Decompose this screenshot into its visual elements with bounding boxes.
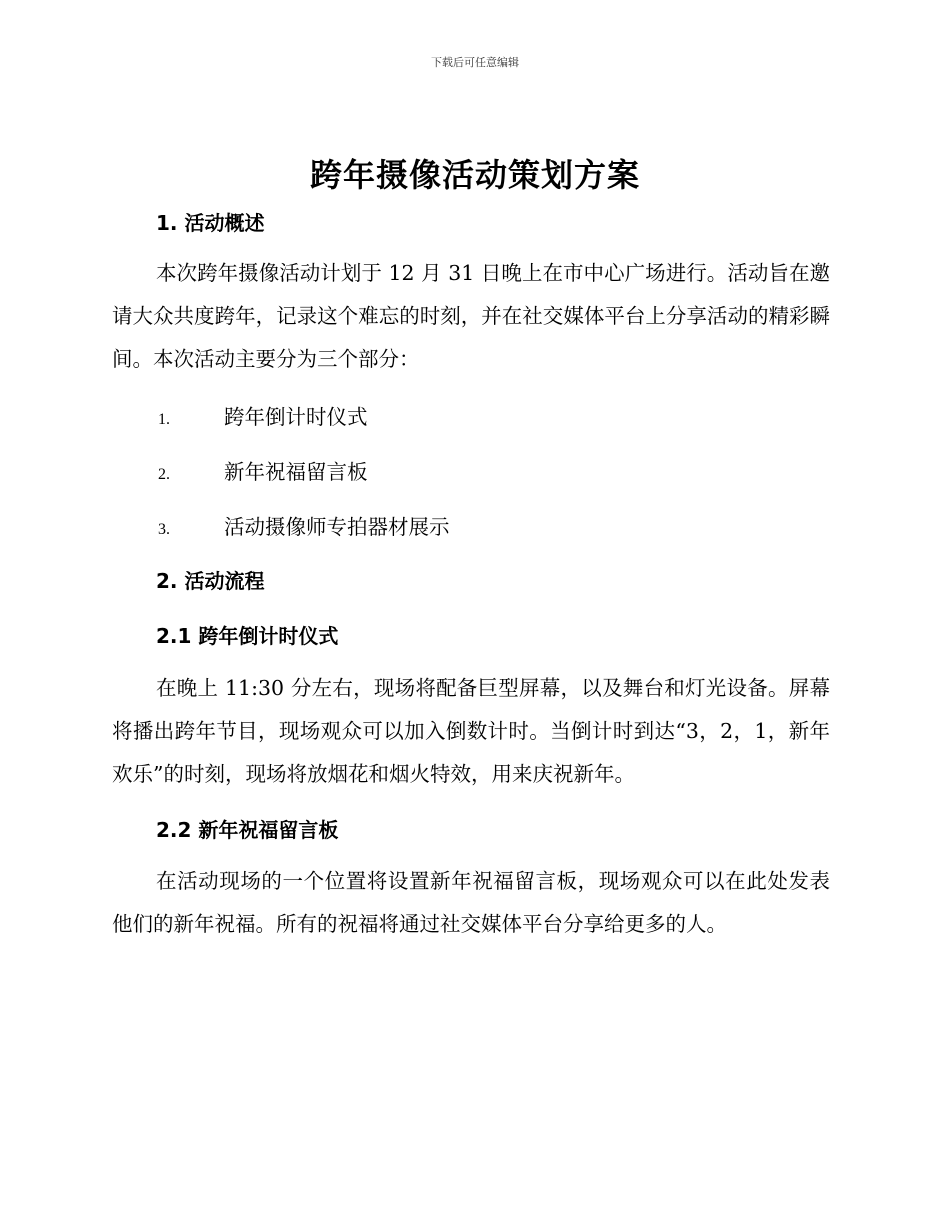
overview-paragraph: 本次跨年摄像活动计划于 12 月 31 日晚上在市中心广场进行。活动旨在邀请大众共度跨年，记录这个难忘的时刻，并在社交媒体平台上分享活动的精彩瞬间。本次活动主要分为三个部分：: [112, 261, 830, 371]
section-heading-process: 2. 活动流程: [156, 569, 265, 593]
subsection-heading-message-board: 2.2 新年祝福留言板: [156, 818, 339, 842]
page-header-note: 下载后可任意编辑: [431, 56, 519, 69]
list-item: [158, 455, 368, 485]
subsection-heading-countdown: 2.1 跨年倒计时仪式: [156, 624, 339, 648]
list-item-text: 新年祝福留言板: [224, 460, 368, 484]
section-heading-overview: 1. 活动概述: [156, 211, 265, 235]
countdown-paragraph: 在晚上 11:30 分左右，现场将配备巨型屏幕，以及舞台和灯光设备。屏幕将播出跨年节目，现场观众可以加入倒数计时。当倒计时到达“3，2，1，新年欢乐”的时刻，现场将放烟花和烟火特效，用来庆祝新年。: [112, 676, 830, 786]
document-title: 跨年摄像活动策划方案: [309, 156, 640, 194]
list-item-text: 活动摄像师专拍器材展示: [224, 515, 450, 539]
list-item: [158, 400, 368, 430]
list-item: [158, 510, 450, 540]
list-item-number: 2.: [158, 466, 170, 483]
list-item-number: 3.: [158, 521, 170, 538]
list-item-number: 1.: [158, 411, 170, 428]
list-item-text: 跨年倒计时仪式: [224, 405, 368, 429]
message-board-paragraph: 在活动现场的一个位置将设置新年祝福留言板，现场观众可以在此处发表他们的新年祝福。所有的祝福将通过社交媒体平台分享给更多的人。: [112, 869, 830, 936]
